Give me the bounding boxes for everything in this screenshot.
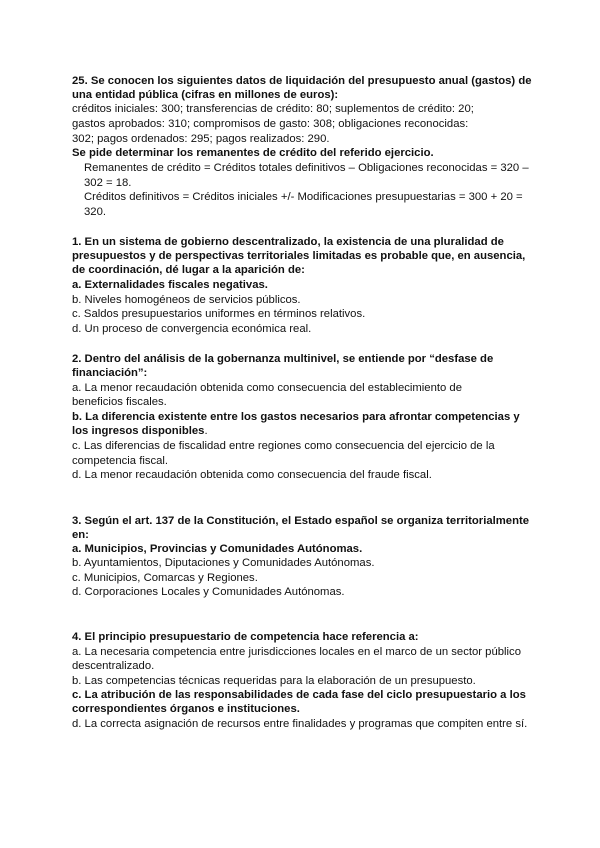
q25-data-line1: créditos iniciales: 300; transferencias de crédito: 80; suplementos de crédito: 20; <box>72 103 474 115</box>
q4-option-d: d. La correcta asignación de recursos entre finalidades y programas que compiten entre sí. <box>72 718 528 730</box>
q25-data-line2: gastos aprobados: 310; compromisos de gasto: 308; obligaciones reconocidas: <box>72 118 469 130</box>
q2-option-b-period: . <box>204 425 208 437</box>
q25-question: Se pide determinar los remanentes de crédito del referido ejercicio. <box>72 147 434 159</box>
q3-option-c: c. Municipios, Comarcas y Regiones. <box>72 572 258 584</box>
q25-answer-line4: 320. <box>84 206 106 218</box>
q4-option-a-line1: a. La necesaria competencia entre jurisdicciones locales en el marco de un sector público <box>72 646 521 658</box>
q25-data-line3: 302; pagos ordenados: 295; pagos realizados: 290. <box>72 133 330 145</box>
q25-answer-line3: Créditos definitivos = Créditos iniciales +/- Modificaciones presupuestarias = 300 + 20 = <box>84 191 523 203</box>
q4-option-c-line2: correspondientes órganos e instituciones. <box>72 703 300 715</box>
q25-title-line1: 25. Se conocen los siguientes datos de liquidación del presupuesto anual (gastos) de <box>72 75 532 87</box>
q25-title-line2: una entidad pública (cifras en millones de euros): <box>72 89 339 101</box>
q1-option-a: a. Externalidades fiscales negativas. <box>72 279 268 291</box>
q1-option-b: b. Niveles homogéneos de servicios públicos. <box>72 294 301 306</box>
q25-answer-line2: 302 = 18. <box>84 177 132 189</box>
q4-option-c-line1: c. La atribución de las responsabilidades de cada fase del ciclo presupuestario a los <box>72 689 526 701</box>
q2-option-b-line1: b. La diferencia existente entre los gastos necesarios para afrontar competencias y <box>72 411 520 423</box>
q1-title-line2: presupuestos y de perspectivas territoriales limitadas es probable que, en ausencia, <box>72 250 526 262</box>
q2-option-a-line2: beneficios fiscales. <box>72 396 167 408</box>
q3-title-line1: 3. Según el art. 137 de la Constitución, el Estado español se organiza territorialmente <box>72 515 530 527</box>
q4-option-a-line2: descentralizado. <box>72 660 155 672</box>
q2-option-b-line2 <box>72 424 208 438</box>
q2-option-a-line1: a. La menor recaudación obtenida como consecuencia del establecimiento de <box>72 382 462 394</box>
q2-option-b-text: los ingresos disponibles <box>72 425 205 437</box>
q4-option-b: b. Las competencias técnicas requeridas para la elaboración de un presupuesto. <box>72 675 476 687</box>
q2-title-line1: 2. Dentro del análisis de la gobernanza multinivel, se entiende por “desfase de <box>72 353 494 365</box>
q3-title-line2: en: <box>72 529 89 541</box>
q25-answer-line1: Remanentes de crédito = Créditos totales definitivos – Obligaciones reconocidas = 320 – <box>84 162 529 174</box>
q1-option-d: d. Un proceso de convergencia económica real. <box>72 323 312 335</box>
q3-option-b: b. Ayuntamientos, Diputaciones y Comunidades Autónomas. <box>72 557 375 569</box>
q3-option-d: d. Corporaciones Locales y Comunidades Autónomas. <box>72 586 345 598</box>
q1-option-c: c. Saldos presupuestarios uniformes en términos relativos. <box>72 308 366 320</box>
q3-option-a: a. Municipios, Provincias y Comunidades Autónomas. <box>72 543 363 555</box>
q1-title-line3: de coordinación, dé lugar a la aparición de: <box>72 264 305 276</box>
q2-option-c-line2: competencia fiscal. <box>72 455 169 467</box>
q4-title: 4. El principio presupuestario de competencia hace referencia a: <box>72 631 419 643</box>
q1-title-line1: 1. En un sistema de gobierno descentralizado, la existencia de una pluralidad de <box>72 236 504 248</box>
q2-option-d: d. La menor recaudación obtenida como consecuencia del fraude fiscal. <box>72 469 432 481</box>
q2-title-line2: financiación”: <box>72 367 148 379</box>
q2-option-c-line1: c. Las diferencias de fiscalidad entre regiones como consecuencia del ejercicio de la <box>72 440 495 452</box>
